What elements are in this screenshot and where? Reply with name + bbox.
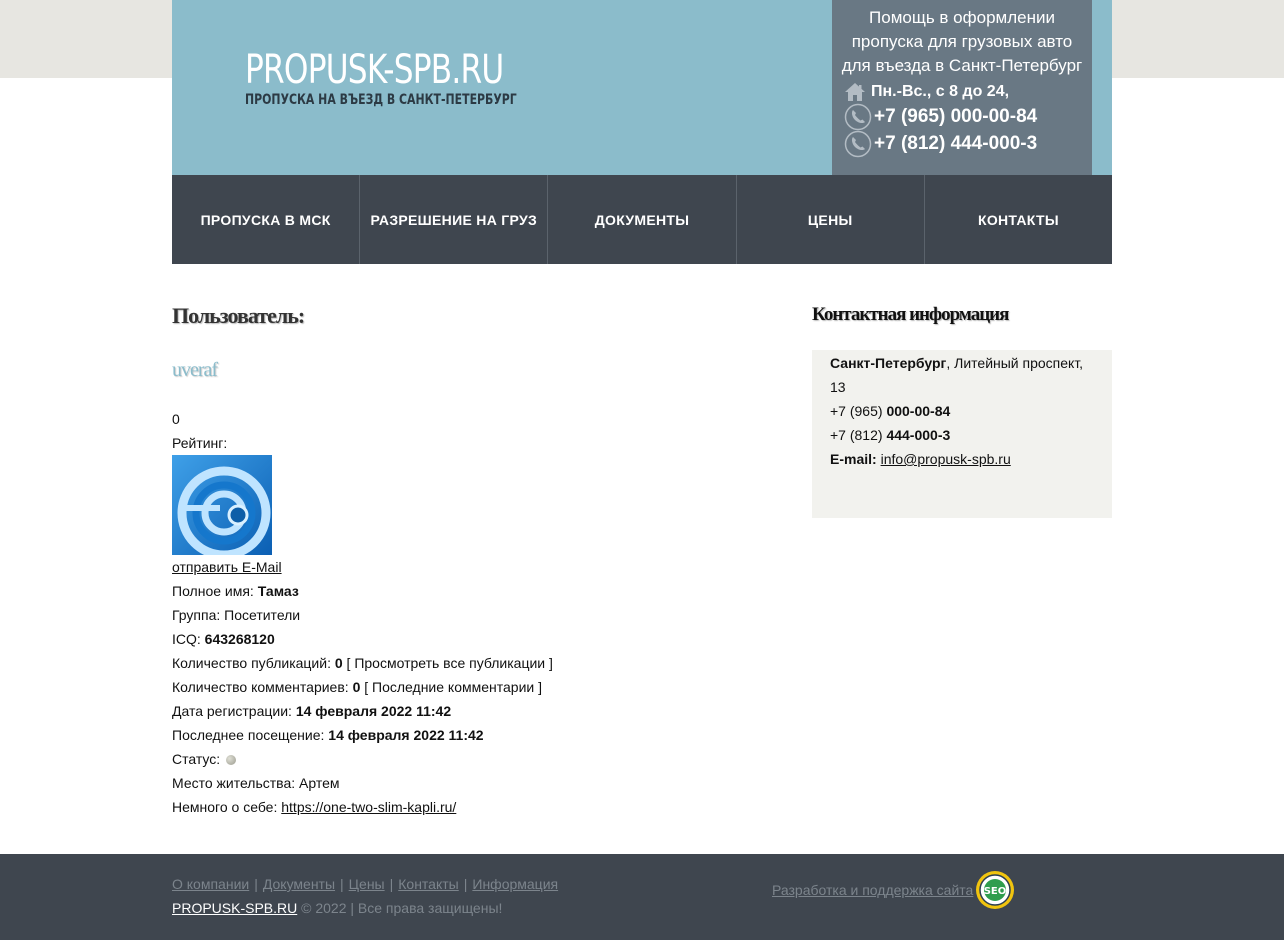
working-hours bbox=[844, 82, 1009, 102]
site-header bbox=[172, 0, 1112, 175]
page-title: Пользователь: bbox=[172, 303, 305, 328]
sidebar-phone-2-number: 444-000-3 bbox=[886, 427, 951, 443]
group-row bbox=[172, 603, 772, 627]
working-hours-text: Пн.-Вс., с 8 до 24, bbox=[871, 83, 1010, 100]
copyright-text: © 2022 | Все права защищены! bbox=[297, 900, 503, 916]
group-value: Посетители bbox=[224, 607, 301, 623]
sidebar-phone-2 bbox=[830, 423, 1094, 447]
nav-item-contacts[interactable]: КОНТАКТЫ bbox=[977, 211, 1059, 228]
icq-value: 643268120 bbox=[204, 631, 275, 647]
status-label: Статус: bbox=[172, 751, 221, 767]
publications-value: 0 bbox=[334, 655, 343, 671]
sidebar-phone-1-number: 000-00-84 bbox=[886, 403, 951, 419]
sidebar-title: Контактная информация bbox=[812, 304, 1009, 325]
about-link[interactable]: https://one-two-slim-kapli.ru/ bbox=[281, 799, 457, 815]
user-profile bbox=[172, 300, 772, 815]
comments-row bbox=[172, 675, 772, 699]
footer-separator: | bbox=[463, 876, 468, 892]
logo-subtitle: ПРОПУСКА НА ВЪЕЗД В САНКТ-ПЕТЕРБУРГ bbox=[245, 92, 517, 108]
rating-value: 0 bbox=[172, 411, 180, 427]
seo-badge-text: SEO bbox=[984, 886, 1007, 897]
footer-separator: | bbox=[340, 876, 344, 892]
phone-icon bbox=[844, 130, 872, 158]
footer-link-info[interactable]: Информация bbox=[472, 876, 559, 892]
footer-link-contacts[interactable]: Контакты bbox=[398, 876, 459, 892]
fullname-row bbox=[172, 579, 772, 603]
location-value: Артем bbox=[299, 775, 340, 791]
phone-icon bbox=[844, 103, 872, 131]
header-contact-box bbox=[832, 0, 1092, 175]
email-link[interactable]: info@propusk-spb.ru bbox=[880, 451, 1011, 467]
logo-title: PROPUSK-SPB.RU bbox=[245, 47, 504, 93]
developer-link[interactable]: Разработка и поддержка сайта bbox=[772, 882, 974, 898]
header-phone-1[interactable] bbox=[844, 103, 1037, 131]
last-visit-row bbox=[172, 723, 772, 747]
footer-separator: | bbox=[389, 876, 394, 892]
city: Санкт-Петербург bbox=[830, 355, 947, 371]
about-row bbox=[172, 795, 772, 819]
footer-link-documents[interactable]: Документы bbox=[262, 876, 336, 892]
nav-item-cargo-permit[interactable]: РАЗРЕШЕНИЕ НА ГРУЗ bbox=[360, 175, 548, 264]
footer-links bbox=[172, 872, 558, 896]
registration-date: 14 февраля 2022 11:42 bbox=[295, 703, 452, 719]
rating-label: Рейтинг: bbox=[172, 435, 228, 451]
house-icon bbox=[844, 82, 866, 102]
header-phone-2[interactable] bbox=[844, 130, 1037, 158]
last-comments-link[interactable]: [ Последние комментарии ] bbox=[364, 679, 543, 695]
nav-item-prices[interactable]: ЦЕНЫ bbox=[737, 175, 925, 264]
send-email-link[interactable]: отправить E-Mail bbox=[172, 559, 282, 575]
footer-link-prices[interactable]: Цены bbox=[348, 876, 385, 892]
sidebar-phone-2-prefix: +7 (812) bbox=[830, 427, 887, 443]
header-phone-1-text: +7 (965) 000-00-84 bbox=[874, 106, 1038, 127]
last-visit-label: Последнее посещение: bbox=[172, 727, 325, 743]
nav-item-passes-msk[interactable]: ПРОПУСКА В МСК bbox=[172, 175, 360, 264]
last-visit-date: 14 февраля 2022 11:42 bbox=[328, 727, 484, 743]
footer-site-link[interactable]: PROPUSK-SPB.RU bbox=[172, 900, 298, 916]
icq-row bbox=[172, 627, 772, 651]
seo-badge-icon[interactable] bbox=[975, 870, 1015, 910]
sidebar-phone-1-prefix: +7 (965) bbox=[830, 403, 887, 419]
email-label: E-mail: bbox=[830, 451, 877, 467]
user-avatar bbox=[172, 455, 272, 555]
publications-label: Количество публикаций: bbox=[172, 655, 331, 671]
header-promo-text: Помощь в оформлении пропуска для грузовых авто для въезда в Санкт-Петербург bbox=[841, 8, 1083, 75]
status-row bbox=[172, 747, 772, 771]
comments-label: Количество комментариев: bbox=[172, 679, 349, 695]
profile-username: uveraf bbox=[172, 359, 218, 381]
header-phone-2-text: +7 (812) 444-000-3 bbox=[874, 133, 1038, 154]
developer-credit bbox=[772, 870, 1015, 910]
address: , Литейный проспект, 13 bbox=[830, 355, 1084, 395]
site-logo[interactable] bbox=[245, 48, 520, 113]
registration-label: Дата регистрации: bbox=[172, 703, 292, 719]
profile-details bbox=[172, 407, 772, 819]
sidebar bbox=[812, 300, 1112, 467]
nav-item-documents[interactable]: ДОКУМЕНТЫ bbox=[548, 175, 736, 264]
address-row bbox=[830, 351, 1094, 399]
all-publications-link[interactable]: [ Просмотреть все публикации ] bbox=[346, 655, 553, 671]
footer-link-about[interactable]: О компании bbox=[172, 876, 250, 892]
email-row bbox=[830, 447, 1094, 471]
status-offline-icon bbox=[226, 755, 236, 765]
fullname-label: Полное имя: bbox=[172, 583, 254, 599]
main-navigation bbox=[172, 175, 1112, 264]
footer-separator: | bbox=[254, 876, 258, 892]
copyright bbox=[172, 896, 502, 920]
contact-card bbox=[812, 350, 1112, 518]
group-label: Группа: bbox=[172, 607, 221, 623]
comments-value: 0 bbox=[352, 679, 361, 695]
location-label: Место жительства: bbox=[172, 775, 296, 791]
sidebar-phone-1 bbox=[830, 399, 1094, 423]
about-label: Немного о себе: bbox=[172, 799, 278, 815]
publications-row bbox=[172, 651, 772, 675]
registration-row bbox=[172, 699, 772, 723]
location-row bbox=[172, 771, 772, 795]
icq-label: ICQ: bbox=[172, 631, 201, 647]
fullname-value: Тамаз bbox=[257, 583, 299, 599]
site-footer bbox=[0, 854, 1284, 940]
